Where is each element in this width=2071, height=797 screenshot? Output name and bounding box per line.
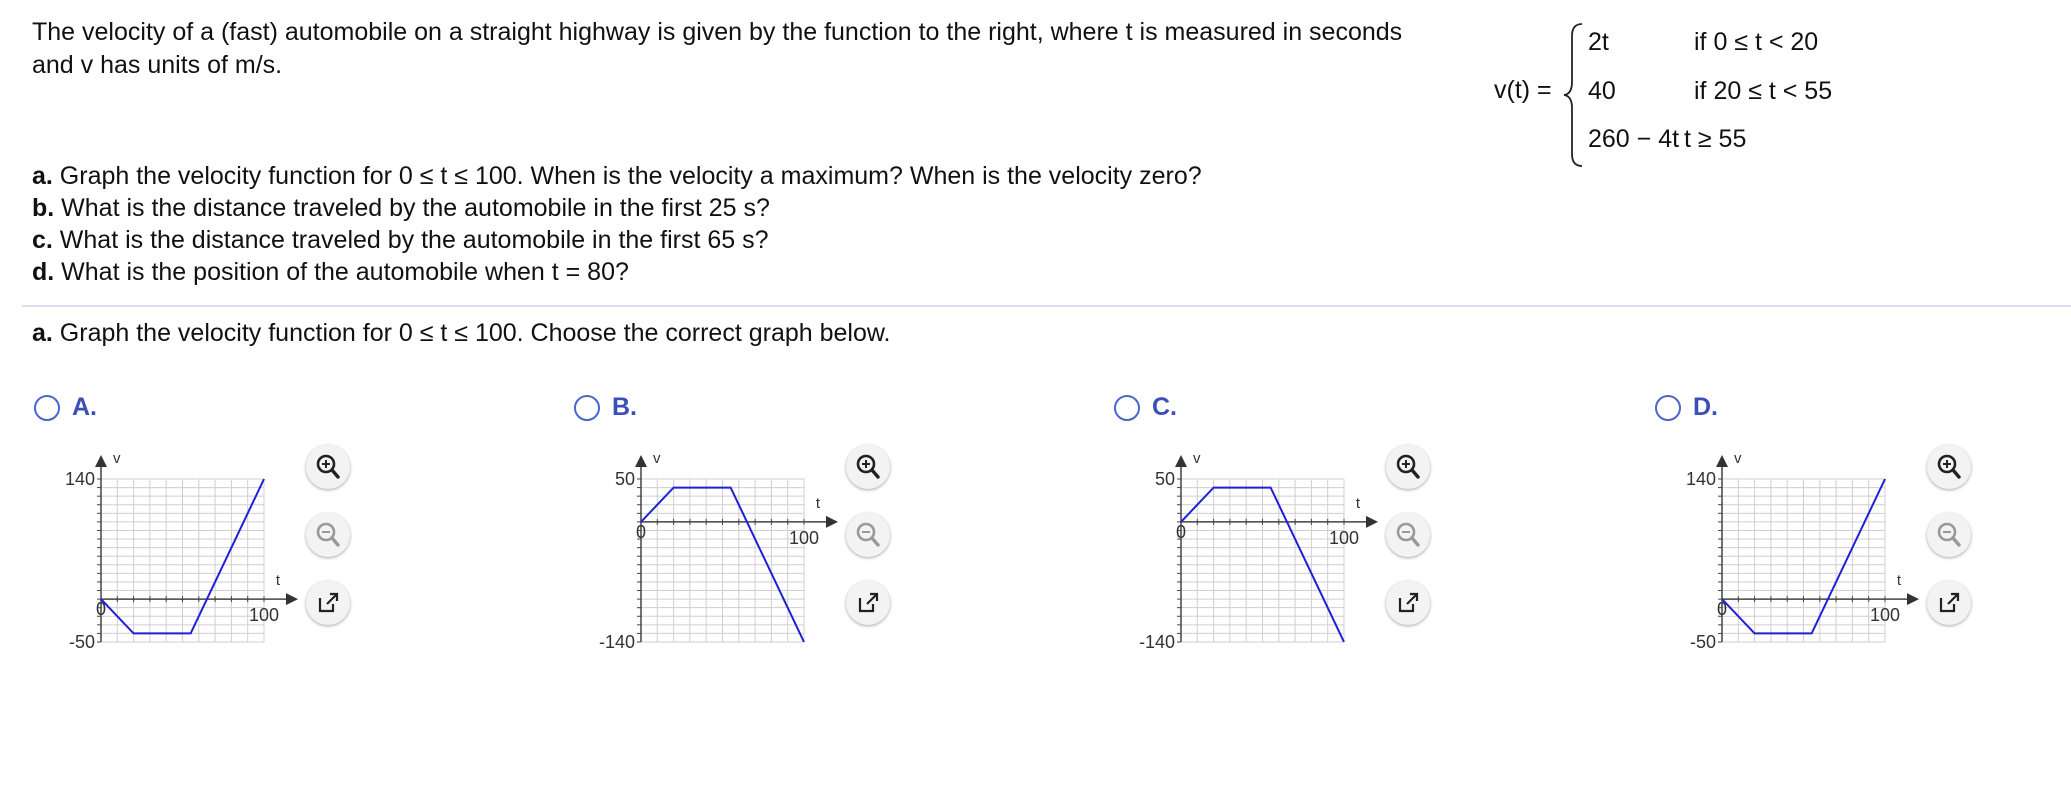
zoom-out-icon: [313, 520, 343, 550]
v-axis-arrow: [1716, 455, 1728, 467]
v-axis-arrow: [635, 455, 647, 467]
choice-a[interactable]: [34, 395, 374, 655]
piece-expr: 40: [1588, 77, 1616, 105]
grid: [641, 479, 804, 642]
choice-label: B.: [612, 393, 637, 421]
y-min-label: -140: [598, 632, 635, 652]
zoom-in-button[interactable]: [306, 445, 350, 489]
x-max-label: 100: [1869, 605, 1901, 626]
zoom-out-icon: [1934, 520, 1964, 550]
popout-button[interactable]: [1386, 581, 1430, 625]
zoom-in-icon: [1393, 452, 1423, 482]
current-question: a. Graph the velocity function for 0 ≤ t ≤ 100. Choose the correct graph below.: [32, 319, 891, 347]
part-a: a. Graph the velocity function for 0 ≤ t ≤ 100. When is the velocity a maximum? When is the velocity zero?: [32, 162, 1202, 190]
popout-icon: [853, 588, 883, 618]
piece-expr: 2t: [1588, 28, 1609, 56]
origin-label: 0: [95, 599, 107, 620]
t-axis-arrow: [1366, 516, 1378, 528]
t-axis-name: t: [1896, 572, 1902, 590]
v-axis-name: v: [653, 450, 661, 467]
v-axis-arrow: [1175, 455, 1187, 467]
choice-d[interactable]: [1655, 395, 1995, 655]
choice-label: D.: [1693, 393, 1718, 421]
choice-b[interactable]: [574, 395, 914, 655]
popout-icon: [313, 588, 343, 618]
t-axis-name: t: [815, 494, 821, 512]
zoom-in-button[interactable]: [1927, 445, 1971, 489]
part-d: d. What is the position of the automobile when t = 80?: [32, 258, 629, 286]
part-b: b. What is the distance traveled by the automobile in the first 25 s?: [32, 194, 770, 222]
zoom-out-button[interactable]: [306, 513, 350, 557]
origin-label: 0: [1175, 521, 1187, 542]
problem-intro: [32, 16, 1472, 82]
radio-button[interactable]: [1655, 395, 1681, 421]
t-axis-name: t: [1355, 494, 1361, 512]
part-c: c. What is the distance traveled by the automobile in the first 65 s?: [32, 226, 769, 254]
velocity-graph: [1655, 445, 1955, 665]
zoom-out-button[interactable]: [1927, 513, 1971, 557]
popout-button[interactable]: [1927, 581, 1971, 625]
intro-line-2: and v has units of m/s.: [32, 51, 283, 79]
velocity-graph: [34, 445, 334, 665]
t-axis-arrow: [826, 516, 838, 528]
choice-c[interactable]: [1114, 395, 1454, 655]
grid: [101, 479, 264, 642]
choice-label: A.: [72, 393, 97, 421]
radio-button[interactable]: [34, 395, 60, 421]
zoom-in-icon: [1934, 452, 1964, 482]
piece-expr: 260 − 4t: [1588, 125, 1680, 153]
t-axis-arrow: [286, 593, 298, 605]
intro-line-1: The velocity of a (fast) automobile on a straight highway is given by the function to the right, where t is measured in seconds: [32, 18, 1403, 46]
zoom-in-icon: [853, 452, 883, 482]
zoom-in-button[interactable]: [846, 445, 890, 489]
x-max-label: 100: [1328, 527, 1360, 548]
left-brace-icon: [1562, 22, 1586, 168]
x-max-label: 100: [248, 605, 280, 626]
radio-button[interactable]: [574, 395, 600, 421]
y-max-label: 50: [1154, 469, 1175, 489]
origin-label: 0: [635, 521, 647, 542]
choice-label: C.: [1152, 393, 1177, 421]
y-min-label: -50: [68, 632, 95, 652]
question-parts: [32, 160, 1202, 288]
y-min-label: -140: [1138, 632, 1175, 652]
y-max-label: 50: [614, 469, 635, 489]
grid: [1722, 479, 1885, 642]
zoom-out-icon: [1393, 520, 1423, 550]
function-label: v(t) =: [1494, 76, 1552, 104]
zoom-out-button[interactable]: [846, 513, 890, 557]
popout-button[interactable]: [306, 581, 350, 625]
piece-cond: if 0 ≤ t < 20: [1694, 28, 1819, 56]
y-max-label: 140: [64, 469, 95, 489]
zoom-out-icon: [853, 520, 883, 550]
piece-cond: if 20 ≤ t < 55: [1694, 77, 1833, 105]
v-axis-name: v: [113, 450, 121, 467]
v-axis-arrow: [95, 455, 107, 467]
popout-icon: [1393, 588, 1423, 618]
t-axis-arrow: [1907, 593, 1919, 605]
zoom-in-icon: [313, 452, 343, 482]
popout-button[interactable]: [846, 581, 890, 625]
piece-cond: t ≥ 55: [1684, 125, 1747, 153]
velocity-graph: [574, 445, 874, 665]
grid: [1181, 479, 1344, 642]
v-axis-name: v: [1193, 450, 1201, 467]
v-axis-name: v: [1734, 450, 1742, 467]
zoom-out-button[interactable]: [1386, 513, 1430, 557]
t-axis-name: t: [275, 572, 281, 590]
piecewise-function: [1490, 22, 1910, 168]
x-max-label: 100: [788, 527, 820, 548]
section-divider: [22, 305, 2071, 307]
y-min-label: -50: [1689, 632, 1716, 652]
radio-button[interactable]: [1114, 395, 1140, 421]
zoom-in-button[interactable]: [1386, 445, 1430, 489]
popout-icon: [1934, 588, 1964, 618]
origin-label: 0: [1716, 599, 1728, 620]
velocity-graph: [1114, 445, 1414, 665]
y-max-label: 140: [1685, 469, 1716, 489]
